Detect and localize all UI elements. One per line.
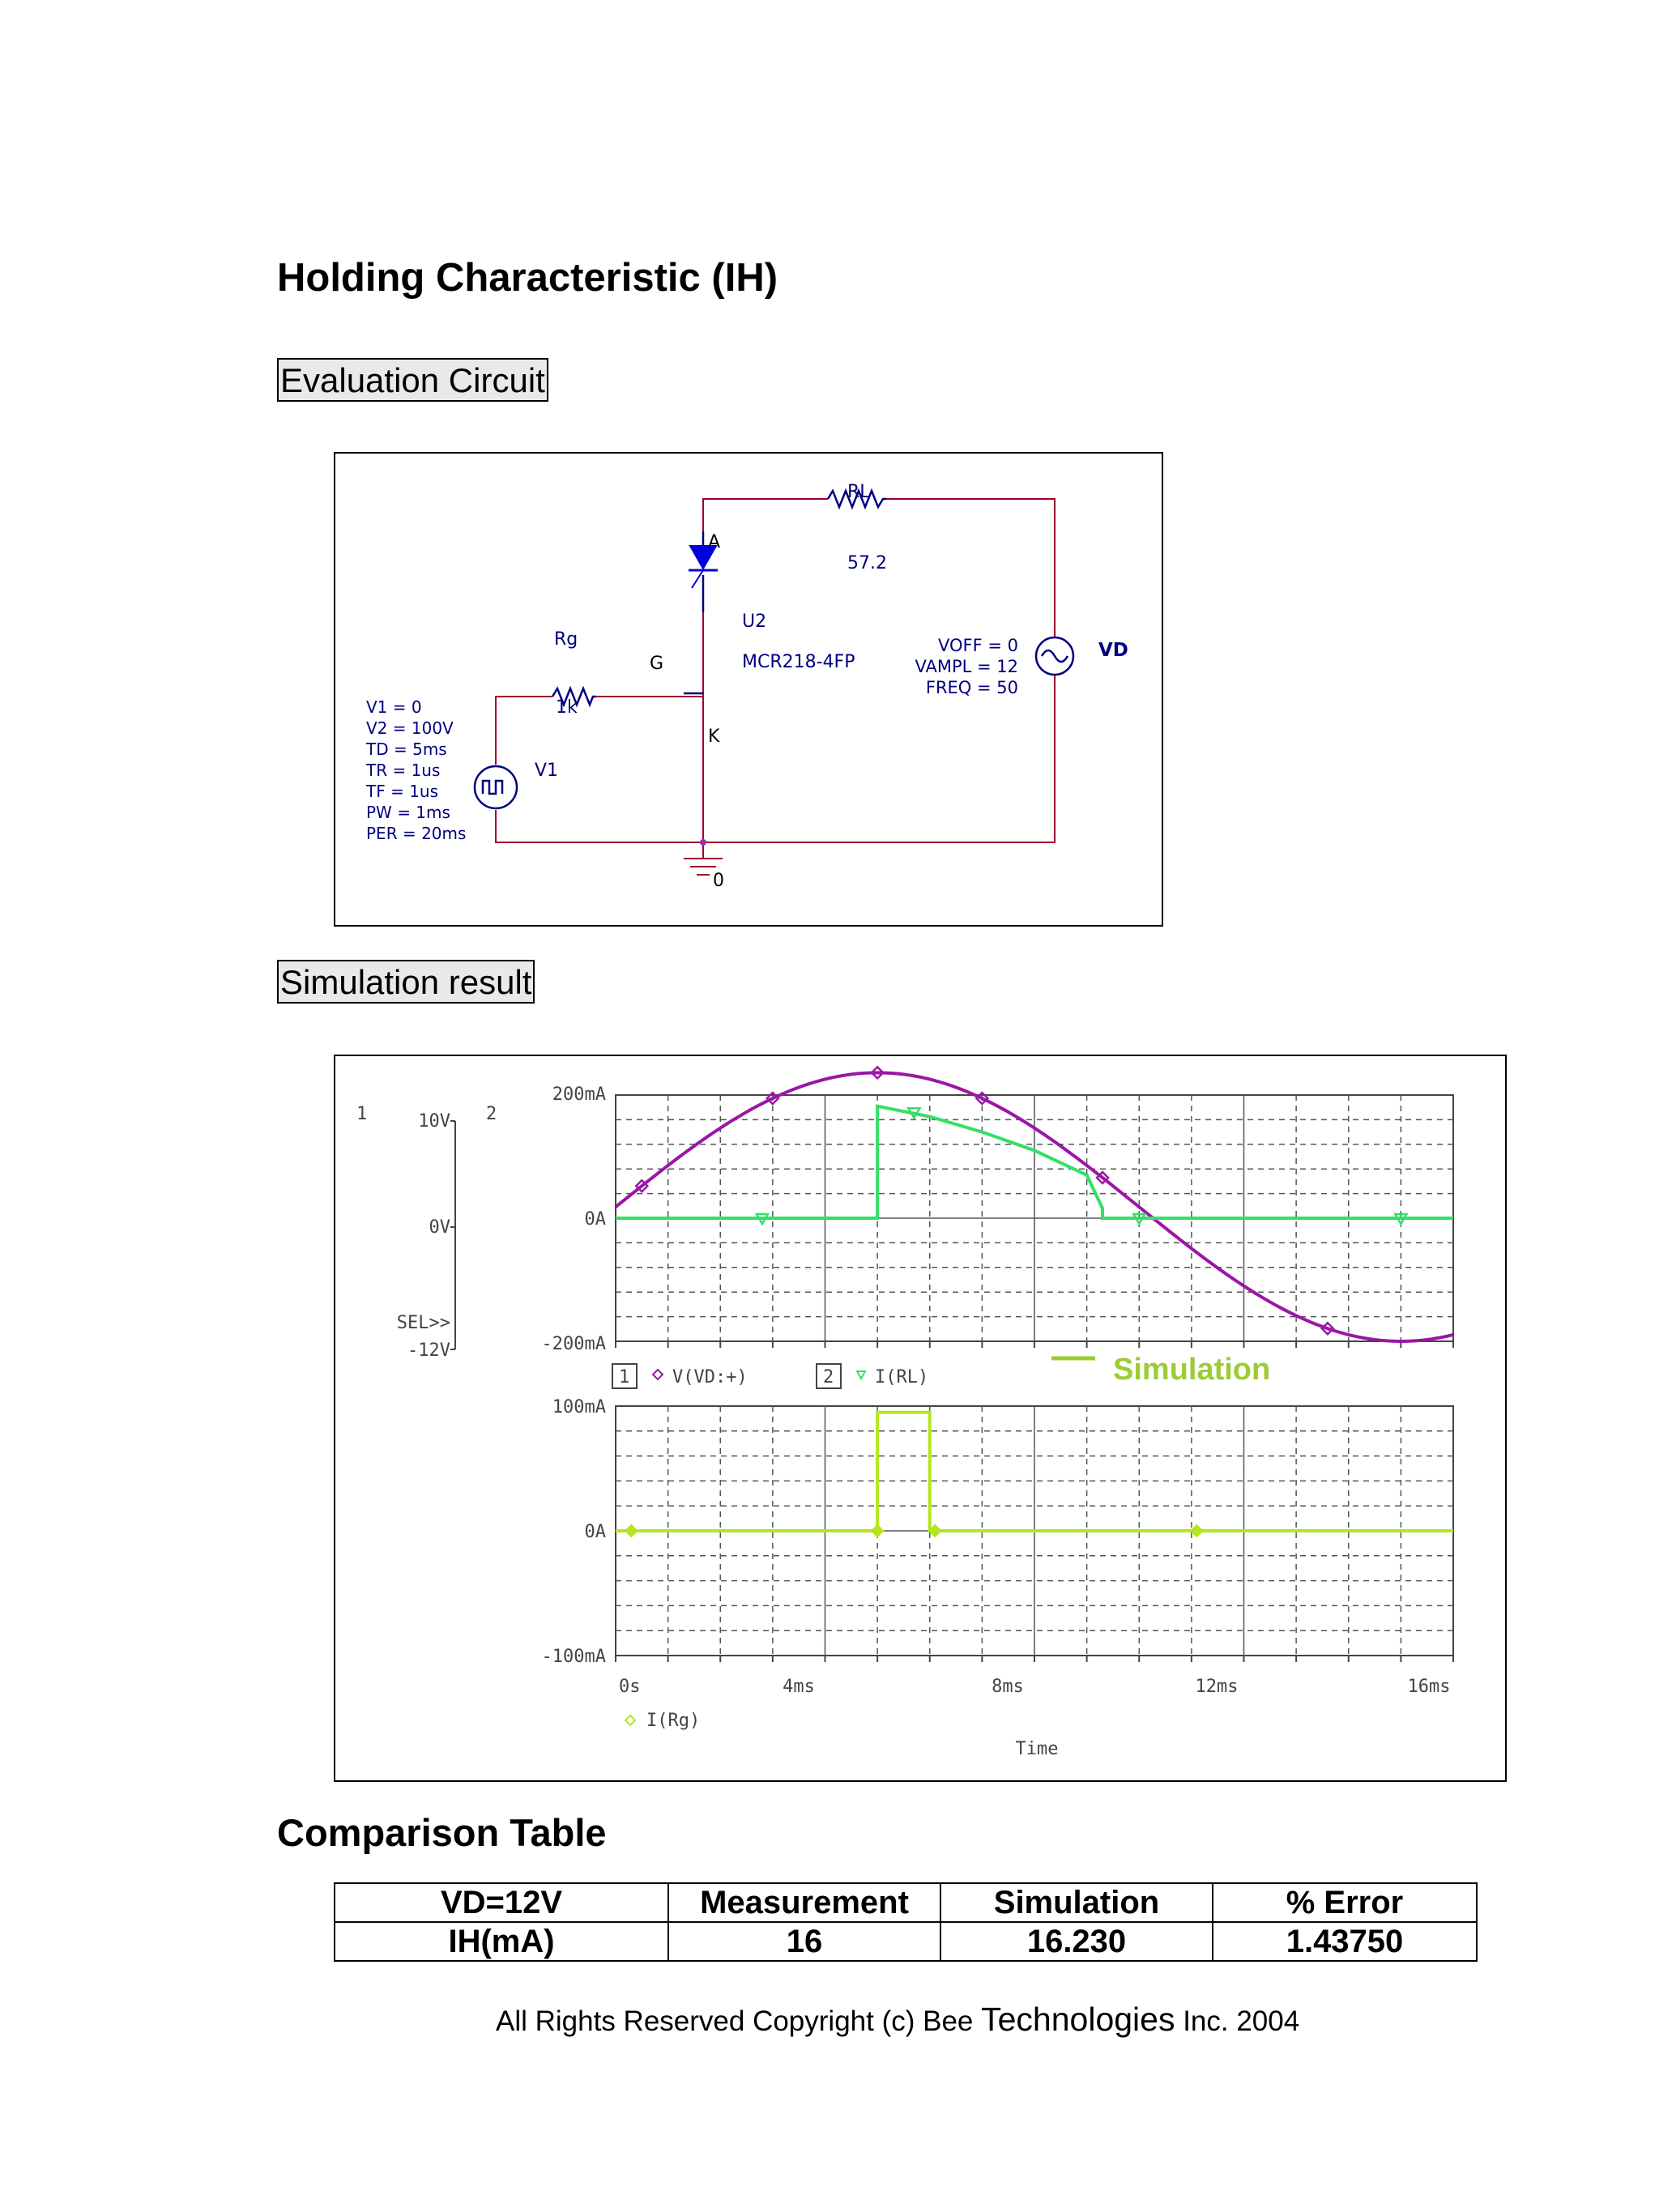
x-tick: 4ms <box>783 1677 815 1697</box>
simulation-annotation: Simulation <box>1113 1353 1271 1387</box>
series-i-rg-marker <box>1191 1525 1202 1536</box>
table-cell: 16 <box>668 1922 940 1961</box>
simulation-chart <box>334 1055 1507 1782</box>
evaluation-circuit-label: Evaluation Circuit <box>277 358 548 402</box>
series-i-rg-marker <box>625 1525 637 1536</box>
axis2-tick: 200mA <box>552 1085 606 1105</box>
x-tick: 0s <box>619 1677 641 1697</box>
axis1-tick: -12V <box>407 1340 450 1361</box>
x-tick: 16ms <box>1407 1677 1451 1697</box>
legend-series-v: V(VD:+) <box>672 1367 748 1387</box>
axis1-marker: 1 <box>356 1104 368 1124</box>
v1-param: V1 = 0 <box>366 697 422 717</box>
v1-param: TF = 1us <box>366 782 439 801</box>
simulation-result-label: Simulation result <box>277 960 535 1004</box>
v1-source-symbol <box>475 766 517 808</box>
table-header-cell: Simulation <box>940 1883 1213 1922</box>
series-i-rg-marker <box>872 1525 883 1536</box>
x-tick: 8ms <box>992 1677 1024 1697</box>
v1-name-label: V1 <box>535 761 559 781</box>
lower-plot-grid <box>616 1406 1453 1662</box>
table-header-row <box>335 1883 1477 1922</box>
legend-marker-2: 2 <box>823 1367 834 1387</box>
table-cell: IH(mA) <box>335 1922 668 1961</box>
ground-label: 0 <box>713 871 724 891</box>
legend <box>612 1353 1270 1731</box>
rl-name-label: RL <box>847 482 870 502</box>
table-header-cell: Measurement <box>668 1883 940 1922</box>
rl-value-label: 57.2 <box>847 553 887 573</box>
legend-series-irg: I(Rg) <box>646 1711 701 1731</box>
upper-plot-grid <box>616 1095 1453 1348</box>
table-cell: 1.43750 <box>1213 1922 1477 1961</box>
copyright-text: All Rights Reserved Copyright (c) Bee <box>496 2005 982 2037</box>
legend-diamond-icon <box>625 1715 635 1725</box>
rg-value-label: 1k <box>556 697 578 718</box>
vd-param: FREQ = 50 <box>925 678 1018 697</box>
rg-name-label: Rg <box>554 629 578 650</box>
axis1-line <box>450 1121 455 1349</box>
vd-param: VOFF = 0 <box>938 636 1018 655</box>
lower-axis-tick: 0A <box>584 1522 606 1542</box>
ground-symbol <box>684 839 723 875</box>
x-tick: 12ms <box>1195 1677 1239 1697</box>
circuit-diagram <box>334 452 1163 927</box>
legend-marker-1: 1 <box>619 1367 630 1387</box>
x-axis-label: Time <box>1015 1739 1059 1759</box>
node-k-label: K <box>708 727 720 747</box>
axis1-tick: 0V <box>429 1217 450 1238</box>
vd-name-label: VD <box>1098 640 1128 661</box>
lower-axis-tick: 100mA <box>552 1397 606 1417</box>
axis1-tick: 10V <box>418 1111 450 1132</box>
node-a-label: A <box>708 532 721 552</box>
vd-param: VAMPL = 12 <box>915 657 1018 676</box>
v1-param: TR = 1us <box>366 761 441 780</box>
u2-part-label: MCR218-4FP <box>742 652 855 672</box>
table-header-cell: VD=12V <box>335 1883 668 1922</box>
copyright-text-large: Technologies <box>981 2001 1175 2038</box>
legend-series-i: I(RL) <box>875 1367 929 1387</box>
v1-param: TD = 5ms <box>366 739 447 759</box>
v1-param: PW = 1ms <box>366 803 450 822</box>
comparison-title: Comparison Table <box>277 1811 607 1854</box>
copyright-footer <box>496 2001 1299 2039</box>
page-title: Holding Characteristic (IH) <box>277 256 778 300</box>
table-cell: 16.230 <box>940 1922 1213 1961</box>
sel-label: SEL>> <box>396 1313 450 1333</box>
vd-source-symbol <box>1036 637 1073 675</box>
node-g-label: G <box>650 654 664 674</box>
axis2-tick: -200mA <box>541 1334 606 1354</box>
legend-triangle-icon <box>857 1371 865 1379</box>
vd-params <box>915 636 1018 697</box>
lower-axis-tick: -100mA <box>541 1647 606 1667</box>
u2-name-label: U2 <box>742 612 767 632</box>
legend-diamond-icon <box>653 1370 663 1379</box>
copyright-text: Inc. 2004 <box>1175 2005 1300 2037</box>
axis2-tick: 0A <box>584 1209 606 1230</box>
axis2-marker: 2 <box>486 1104 497 1124</box>
simulation-svg <box>335 1056 1505 1780</box>
v1-params <box>365 697 466 843</box>
table-header-cell: % Error <box>1213 1883 1477 1922</box>
circuit-svg <box>335 454 1162 925</box>
comparison-table <box>334 1882 1478 1962</box>
v1-param: V2 = 100V <box>366 718 454 738</box>
v1-param: PER = 20ms <box>366 824 467 843</box>
table-row <box>335 1922 1477 1961</box>
